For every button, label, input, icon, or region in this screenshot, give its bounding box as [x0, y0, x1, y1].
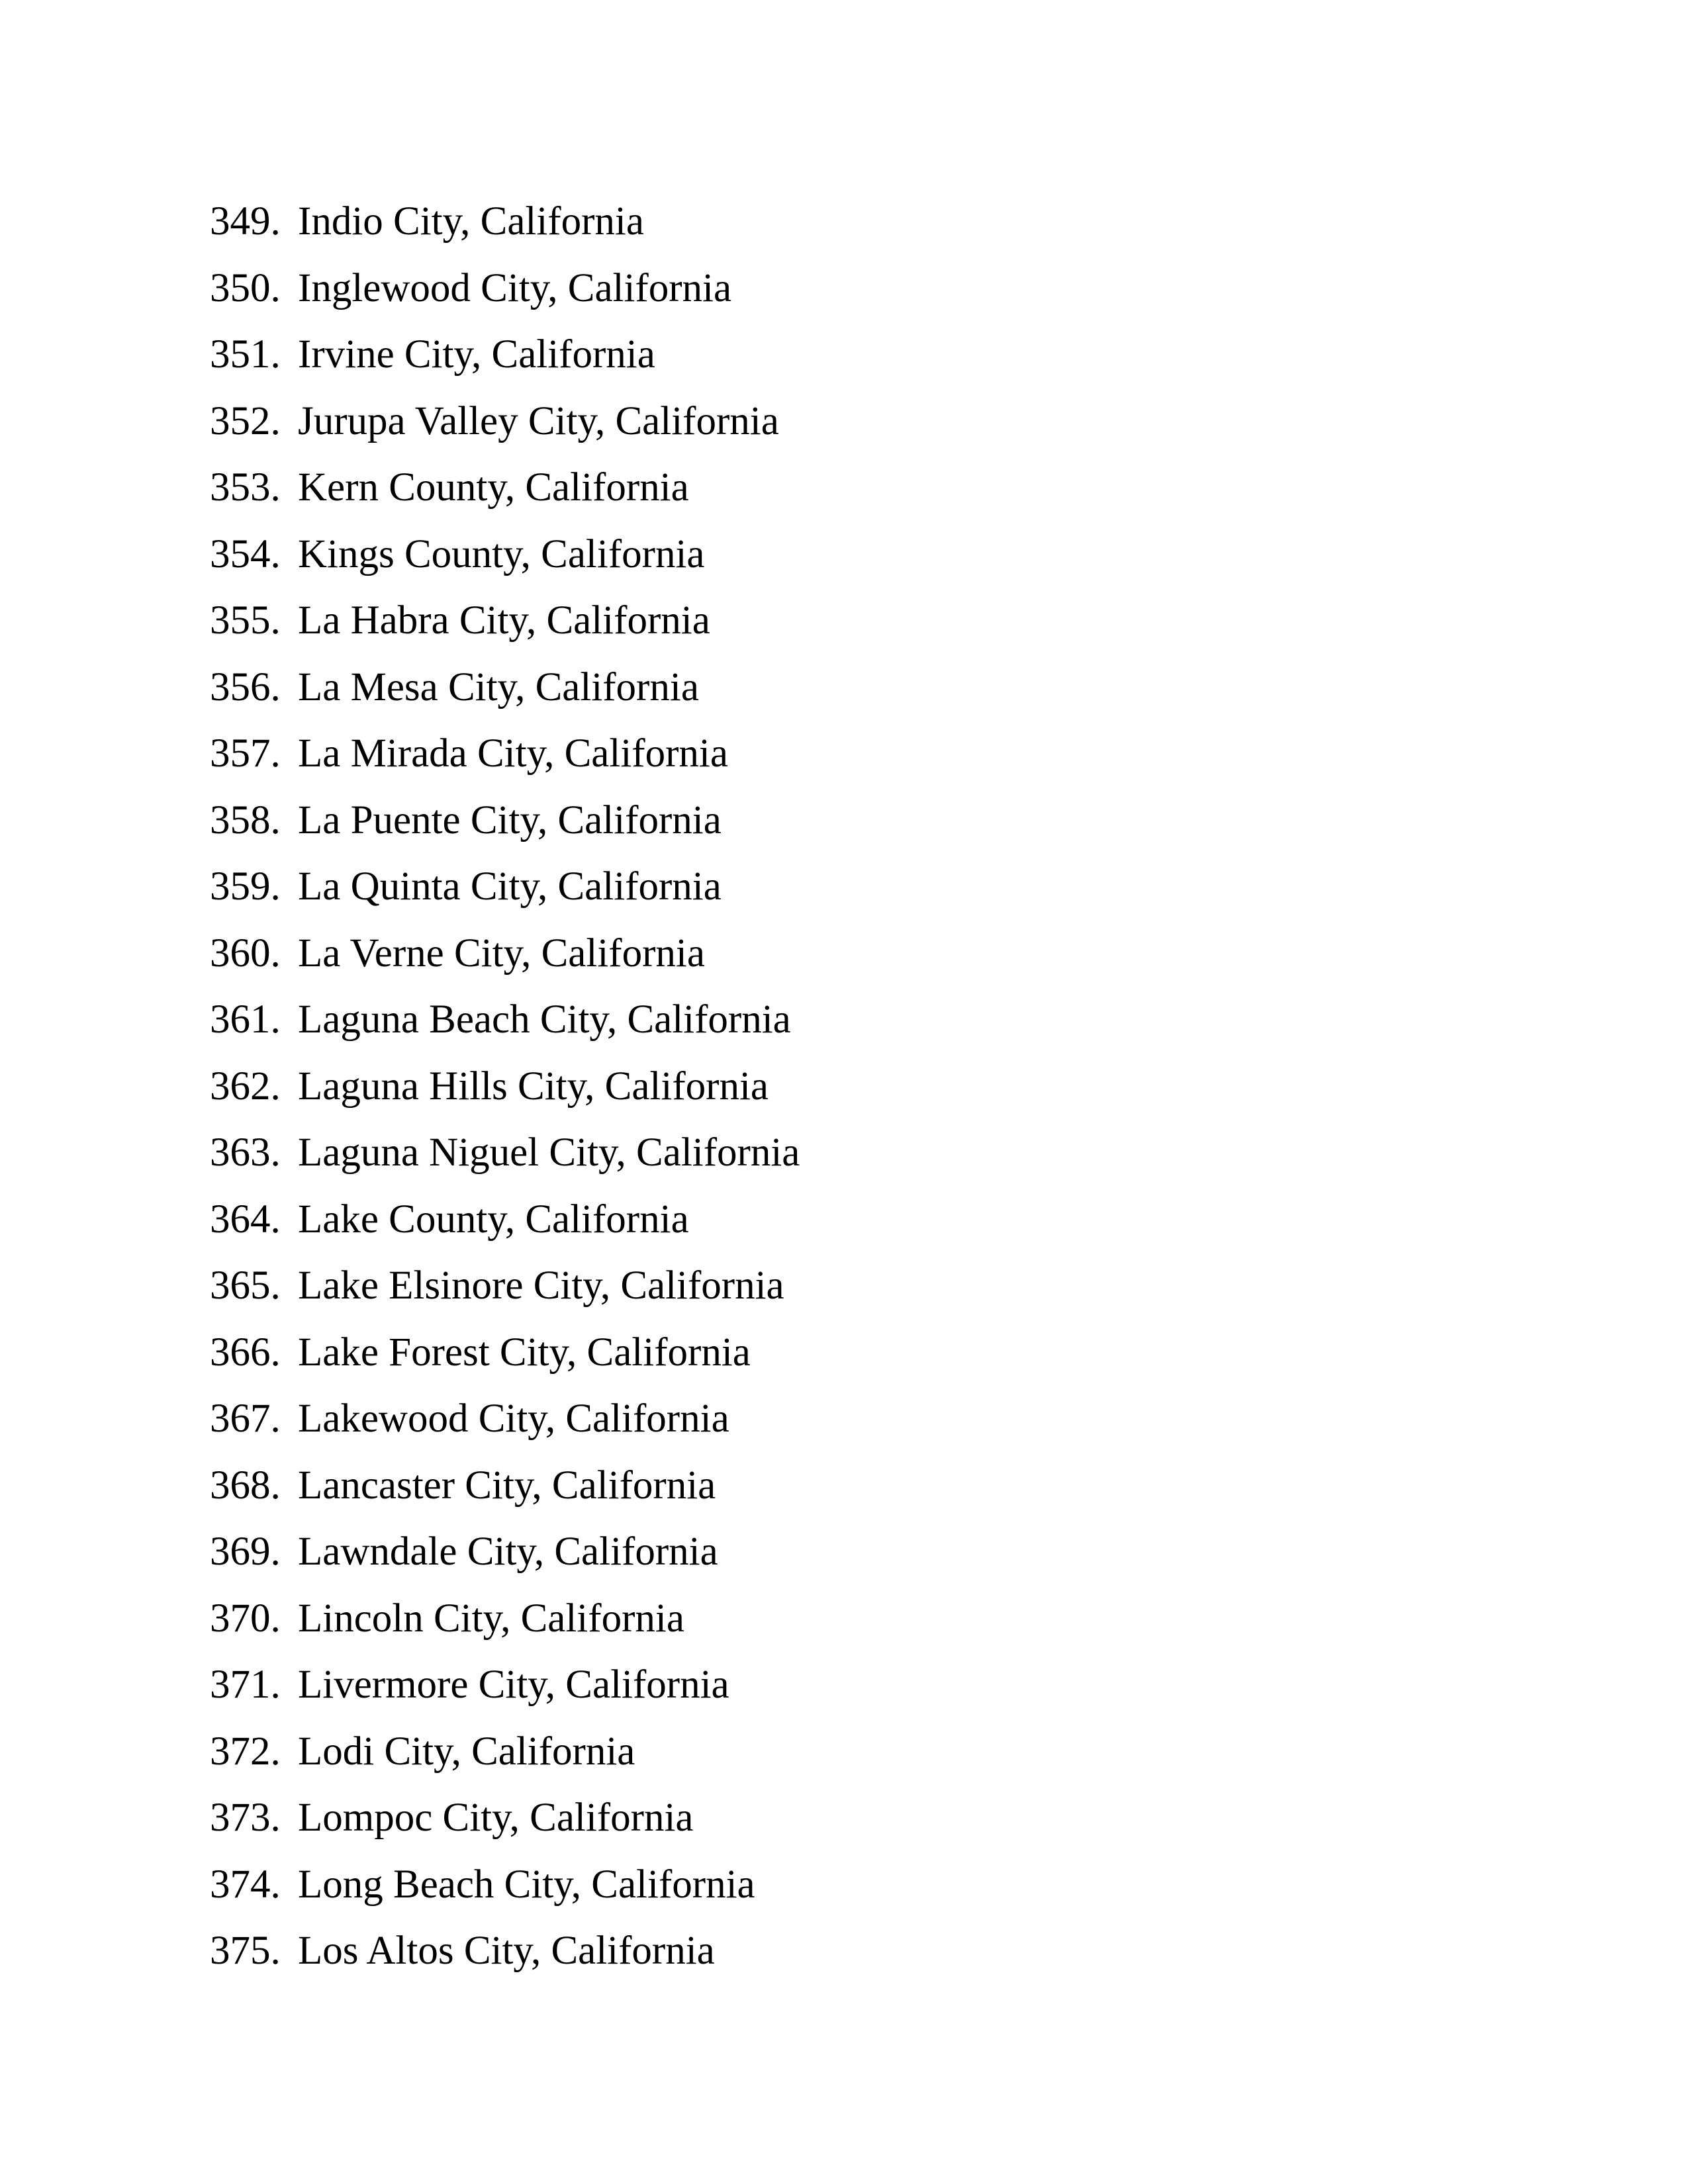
- item-text: Laguna Beach City, California: [298, 997, 791, 1042]
- item-text: Inglewood City, California: [298, 265, 732, 310]
- item-number: 360.: [210, 931, 281, 976]
- item-text: Lodi City, California: [298, 1729, 635, 1774]
- list-item: [210, 263, 800, 330]
- numbered-list: [210, 196, 800, 1992]
- list-item: [210, 861, 800, 928]
- item-number: 361.: [210, 997, 281, 1042]
- item-text: Laguna Niguel City, California: [298, 1130, 800, 1175]
- item-text: La Mesa City, California: [298, 664, 699, 709]
- item-text: Lawndale City, California: [298, 1529, 718, 1574]
- list-item: [210, 994, 800, 1061]
- item-number: 375.: [210, 1929, 281, 1973]
- item-number: 363.: [210, 1130, 281, 1175]
- list-item: [210, 196, 800, 263]
- item-number: 371.: [210, 1662, 281, 1707]
- list-item: [210, 1061, 800, 1128]
- list-item: [210, 728, 800, 795]
- list-item: [210, 329, 800, 396]
- list-item: [210, 1659, 800, 1726]
- item-text: La Habra City, California: [298, 598, 710, 643]
- item-number: 364.: [210, 1197, 281, 1242]
- item-text: Indio City, California: [298, 199, 644, 244]
- item-number: 370.: [210, 1596, 281, 1641]
- item-text: Lincoln City, California: [298, 1596, 684, 1641]
- item-text: La Verne City, California: [298, 931, 705, 976]
- item-number: 359.: [210, 864, 281, 909]
- item-number: 362.: [210, 1064, 281, 1109]
- item-number: 353.: [210, 465, 281, 510]
- item-text: Jurupa Valley City, California: [298, 398, 779, 443]
- list-item: [210, 1393, 800, 1460]
- item-text: Lake County, California: [298, 1197, 689, 1242]
- item-text: Laguna Hills City, California: [298, 1064, 769, 1109]
- list-item: [210, 928, 800, 995]
- list-item: [210, 1260, 800, 1327]
- item-text: Lompoc City, California: [298, 1796, 694, 1840]
- list-item: [210, 662, 800, 729]
- item-number: 355.: [210, 598, 281, 643]
- item-number: 352.: [210, 398, 281, 443]
- item-number: 365.: [210, 1263, 281, 1308]
- item-number: 358.: [210, 797, 281, 842]
- item-number: 374.: [210, 1862, 281, 1907]
- item-text: Livermore City, California: [298, 1662, 729, 1707]
- list-item: [210, 1726, 800, 1793]
- item-number: 367.: [210, 1396, 281, 1441]
- item-text: Lancaster City, California: [298, 1463, 716, 1508]
- item-number: 369.: [210, 1529, 281, 1574]
- item-number: 356.: [210, 664, 281, 709]
- list-item: [210, 529, 800, 596]
- list-item: [210, 1792, 800, 1859]
- item-text: La Puente City, California: [298, 797, 722, 842]
- item-text: La Quinta City, California: [298, 864, 722, 909]
- list-item: [210, 1327, 800, 1394]
- list-item: [210, 1127, 800, 1194]
- item-text: Kern County, California: [298, 465, 689, 510]
- list-item: [210, 1859, 800, 1926]
- list-item: [210, 1460, 800, 1527]
- item-text: Lake Forest City, California: [298, 1330, 751, 1375]
- item-text: Irvine City, California: [298, 332, 655, 377]
- item-number: 354.: [210, 531, 281, 576]
- list-item: [210, 795, 800, 862]
- item-text: Lakewood City, California: [298, 1396, 729, 1441]
- item-number: 373.: [210, 1796, 281, 1840]
- item-number: 351.: [210, 332, 281, 377]
- item-text: Long Beach City, California: [298, 1862, 755, 1907]
- item-number: 349.: [210, 199, 281, 244]
- list-item: [210, 396, 800, 463]
- list-item: [210, 1194, 800, 1261]
- list-item: [210, 1526, 800, 1593]
- item-text: Los Altos City, California: [298, 1929, 715, 1973]
- list-item: [210, 462, 800, 529]
- item-text: Kings County, California: [298, 531, 705, 576]
- item-number: 366.: [210, 1330, 281, 1375]
- item-number: 357.: [210, 731, 281, 776]
- list-item: [210, 595, 800, 662]
- list-item: [210, 1925, 800, 1992]
- list-item: [210, 1593, 800, 1660]
- item-number: 372.: [210, 1729, 281, 1774]
- item-number: 368.: [210, 1463, 281, 1508]
- item-number: 350.: [210, 265, 281, 310]
- item-text: La Mirada City, California: [298, 731, 728, 776]
- item-text: Lake Elsinore City, California: [298, 1263, 784, 1308]
